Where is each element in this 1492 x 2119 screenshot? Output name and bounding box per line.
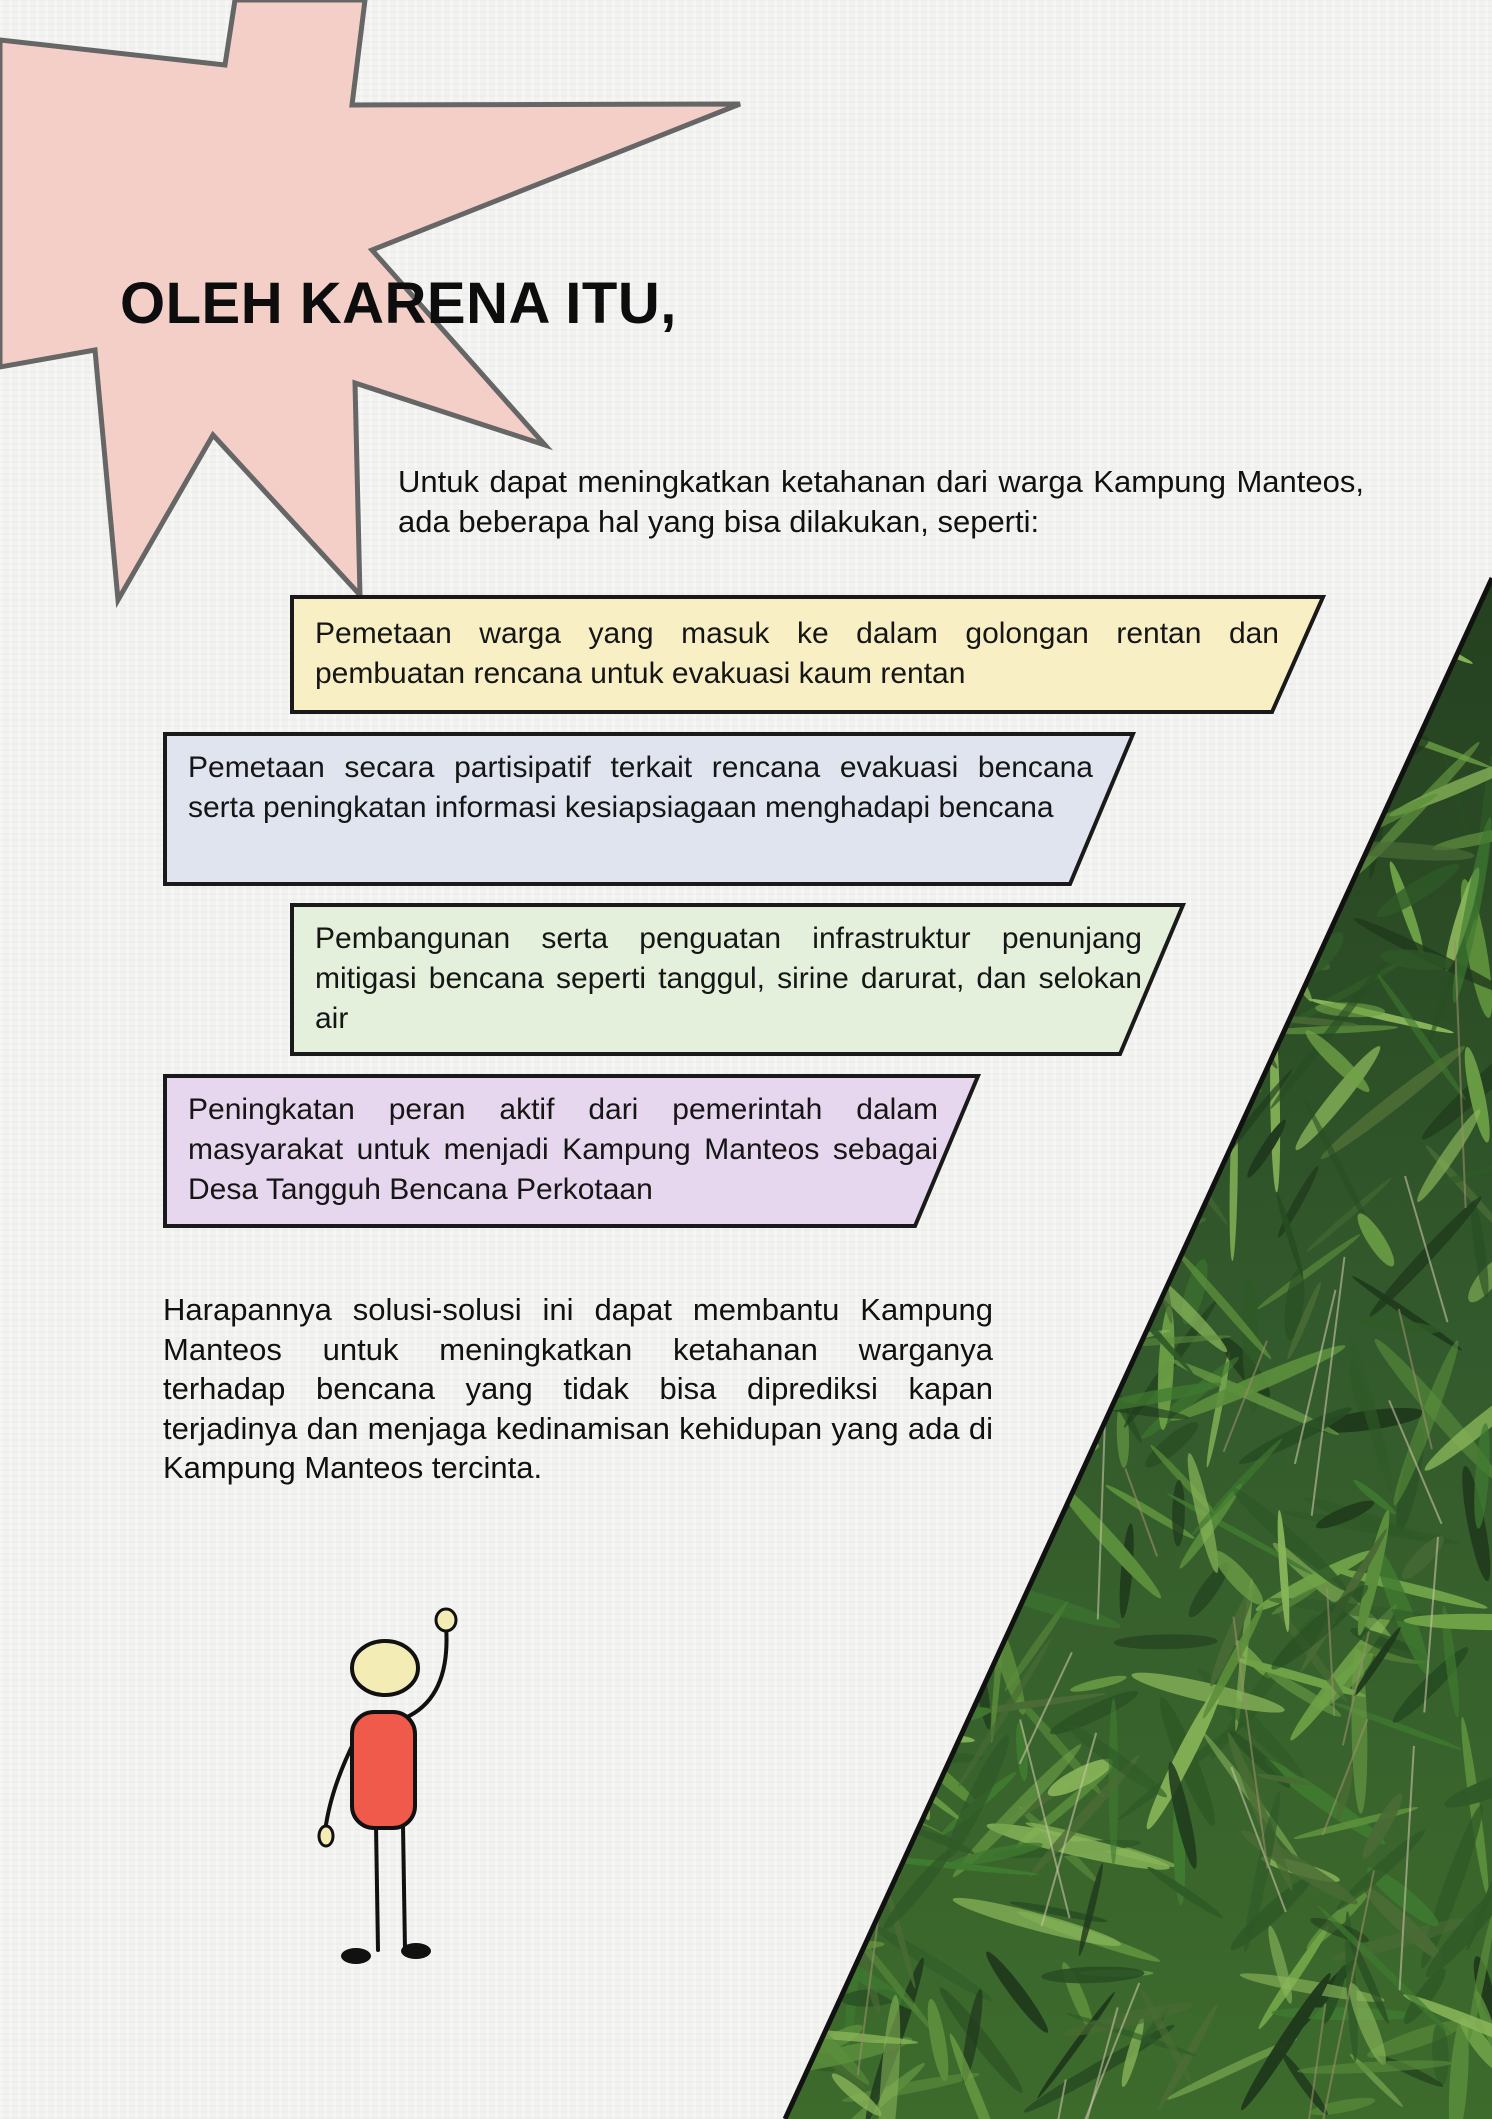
figure-right-leg <box>403 1825 405 1950</box>
closing-paragraph: Harapannya solusi-solusi ini dapat membantu Kampung Manteos untuk meningkatkan ketahanan warganya terhadap bencana yang tidak bisa diprediksi kapan terjadinya dan menjaga kedinamisan kehidupan yang ada di Kampung Manteos tercinta. <box>163 1292 993 1485</box>
item-text-2: Pemetaan secara partisipatif terkait rencana evakuasi bencana serta peningkatan informasi kesiapsiagaan menghadapi bencana <box>188 751 1093 824</box>
figure-raised-hand <box>436 1609 456 1631</box>
figure-head <box>352 1641 418 1695</box>
figure-shirt <box>352 1712 415 1828</box>
figure-lower-hand <box>319 1826 333 1846</box>
item-text-3: Pembangunan serta penguatan infrastruktur penunjang mitigasi bencana seperti tanggul, sirine darurat, dan selokan air <box>315 922 1142 1035</box>
item-text-1: Pemetaan warga yang masuk ke dalam golongan rentan dan pembuatan rencana untuk evakuasi kaum rentan <box>315 617 1279 690</box>
figure-left-leg <box>376 1825 378 1950</box>
item-text-4: Peningkatan peran aktif dari pemerintah dalam masyarakat untuk menjadi Kampung Manteos sebagai Desa Tangguh Bencana Perkotaan <box>188 1093 938 1206</box>
figure-right-foot <box>401 1943 431 1959</box>
intro-paragraph: Untuk dapat meningkatkan ketahanan dari warga Kampung Manteos, ada beberapa hal yang bisa dilakukan, seperti: <box>398 464 1364 539</box>
figure-left-foot <box>341 1948 371 1964</box>
page-title: OLEH KARENA ITU, <box>120 271 677 336</box>
